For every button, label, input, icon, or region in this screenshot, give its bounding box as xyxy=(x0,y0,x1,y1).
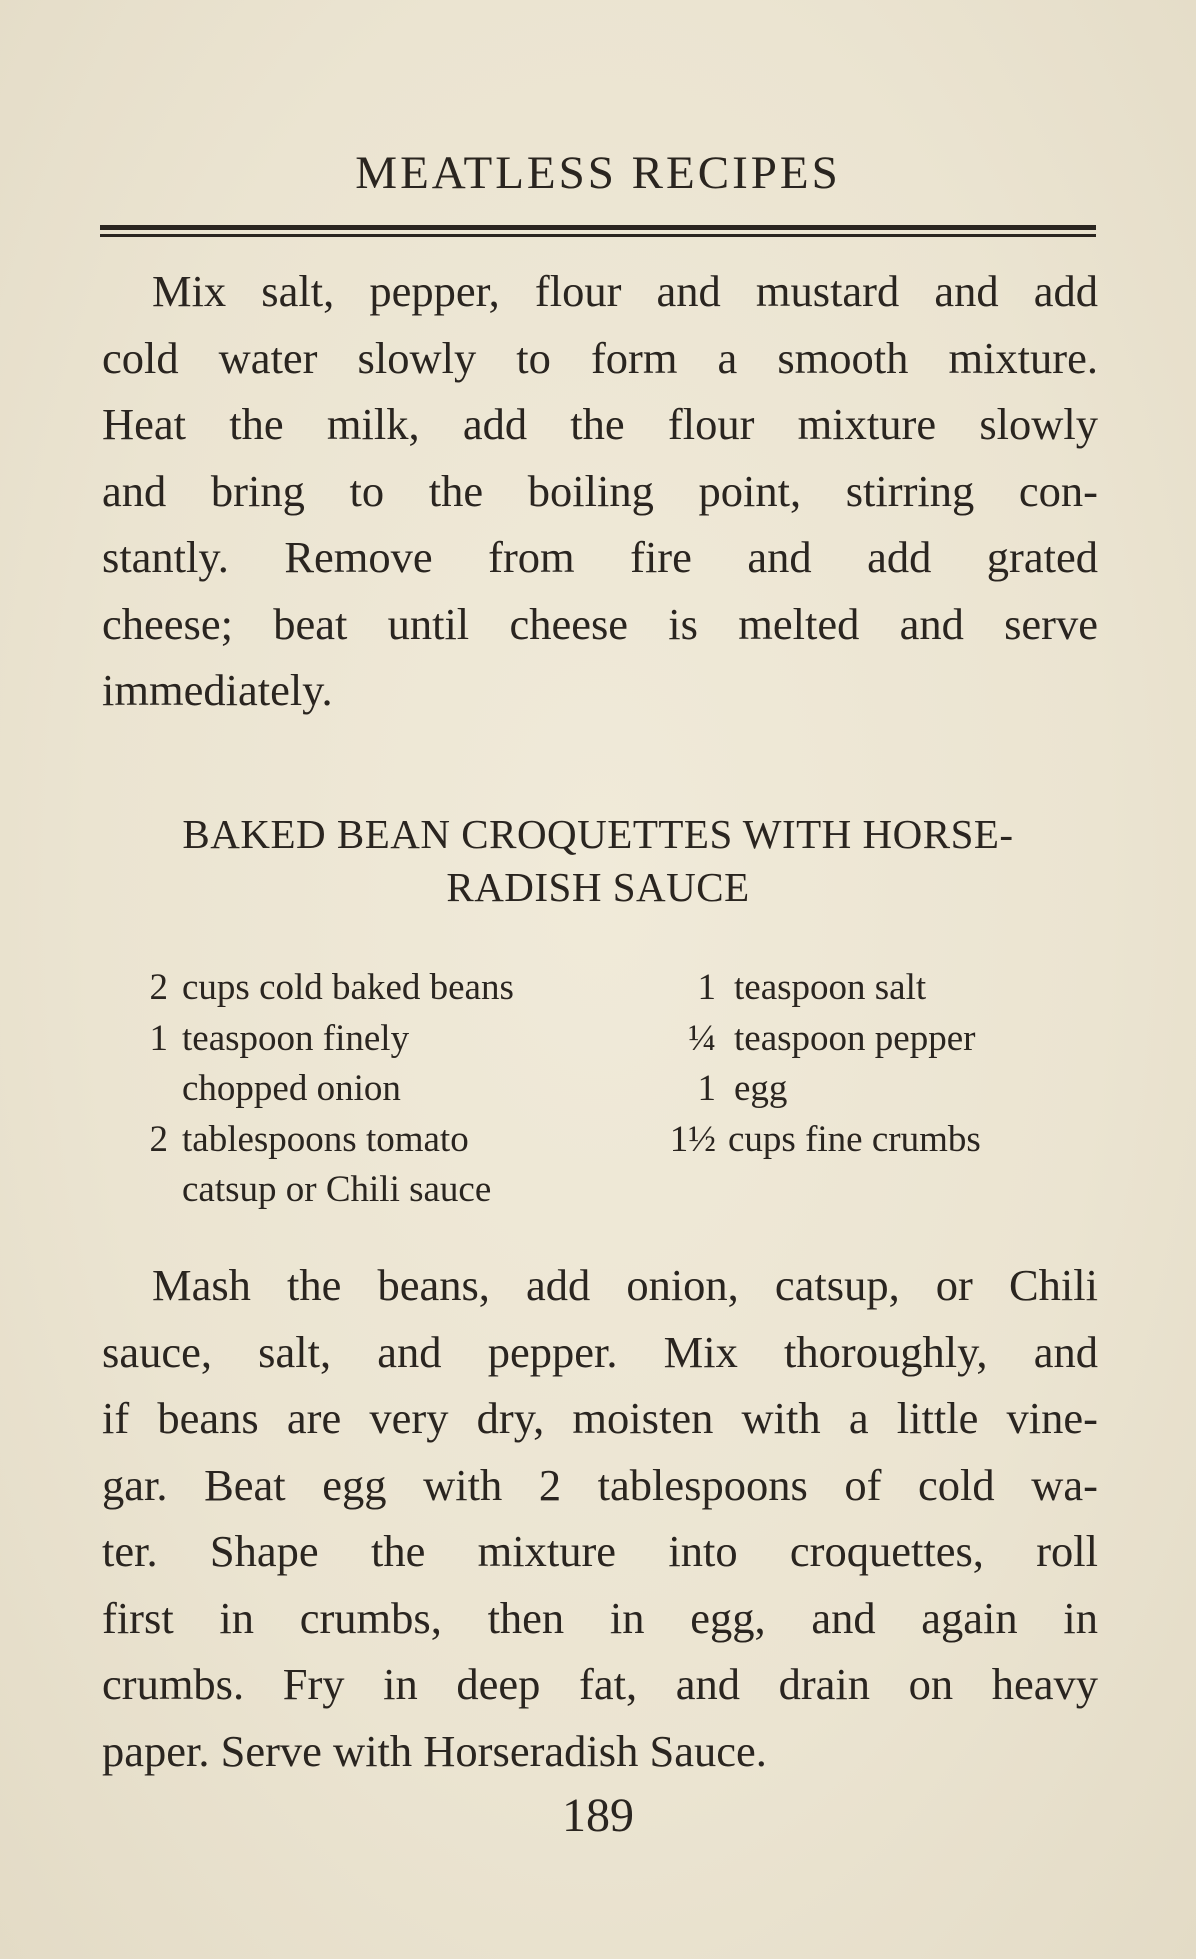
ingredient-row-continuation xyxy=(142,1064,514,1115)
paragraph-line: and bring to the boiling point, stirring con- xyxy=(102,465,1098,516)
paragraph-line: ter. Shape the mixture into croquettes, roll xyxy=(102,1526,1098,1576)
ingredient-qty: 1 xyxy=(149,1017,168,1059)
ingredient-text: catsup or Chili sauce xyxy=(182,1169,492,1210)
ingredient-text: cups cold baked beans xyxy=(182,967,514,1008)
paragraph-line: if beans are very dry, moisten with a little vine- xyxy=(102,1393,1098,1443)
paragraph-line: Mash the beans, add onion, catsup, or Chili xyxy=(152,1260,1098,1310)
recipe-title-line: BAKED BEAN CROQUETTES WITH HORSE- xyxy=(182,811,1014,857)
ingredient-row xyxy=(142,1014,514,1065)
ingredient-text: teaspoon salt xyxy=(734,967,927,1008)
paragraph-croquette-method xyxy=(102,1252,1098,1784)
ingredient-row xyxy=(660,1014,981,1065)
paragraph-line: first in crumbs, then in egg, and again in xyxy=(102,1592,1098,1643)
ingredient-text: cups fine crumbs xyxy=(728,1118,981,1160)
paragraph-line: sauce, salt, and pepper. Mix thoroughly, and xyxy=(102,1326,1098,1377)
ingredient-row xyxy=(660,1115,981,1166)
ingredient-row xyxy=(142,1115,514,1166)
ingredient-qty: ¼ xyxy=(688,1017,716,1059)
ingredient-row xyxy=(660,963,981,1014)
paragraph-line: Mix salt, pepper, flour and mustard and add xyxy=(152,266,1098,316)
paragraph-line: Heat the milk, add the flour mixture slowly xyxy=(102,399,1098,449)
paragraph-cheese-sauce xyxy=(102,258,1098,724)
running-head: MEATLESS RECIPES xyxy=(355,147,841,199)
paragraph-line: gar. Beat egg with 2 tablespoons of cold wa- xyxy=(102,1459,1098,1510)
ingredients-right-column xyxy=(660,963,981,1165)
paragraph-line: cheese; beat until cheese is melted and serve xyxy=(102,598,1098,649)
ingredient-qty: 2 xyxy=(149,1118,168,1160)
ingredient-row xyxy=(660,1064,981,1115)
ingredient-row-continuation xyxy=(142,1165,514,1216)
recipe-title-line: RADISH SAUCE xyxy=(446,864,750,910)
ingredients-left-column xyxy=(142,963,514,1216)
page-number: 189 xyxy=(562,1789,634,1842)
ingredient-text: teaspoon pepper xyxy=(734,1017,976,1059)
ingredient-qty: 1 xyxy=(697,967,716,1008)
ingredient-qty: 2 xyxy=(149,967,168,1008)
ingredient-text: egg xyxy=(734,1068,788,1109)
paragraph-line: immediately. xyxy=(102,665,333,715)
ingredient-row xyxy=(142,963,514,1014)
ingredient-qty: 1 xyxy=(697,1068,716,1109)
header-rule-thin xyxy=(100,234,1096,237)
ingredient-text: tablespoons tomato xyxy=(182,1118,469,1160)
paragraph-line: cold water slowly to form a smooth mixture. xyxy=(102,332,1098,383)
paragraph-line: crumbs. Fry in deep fat, and drain on heavy xyxy=(102,1659,1098,1709)
ingredient-text: chopped onion xyxy=(182,1068,401,1109)
ingredient-text: teaspoon finely xyxy=(182,1017,410,1059)
paragraph-line: stantly. Remove from fire and add grated xyxy=(102,532,1098,582)
recipe-title xyxy=(100,808,1096,914)
header-rule-thick xyxy=(100,225,1096,230)
paragraph-line: paper. Serve with Horseradish Sauce. xyxy=(102,1725,767,1776)
ingredient-qty: 1½ xyxy=(669,1118,716,1160)
